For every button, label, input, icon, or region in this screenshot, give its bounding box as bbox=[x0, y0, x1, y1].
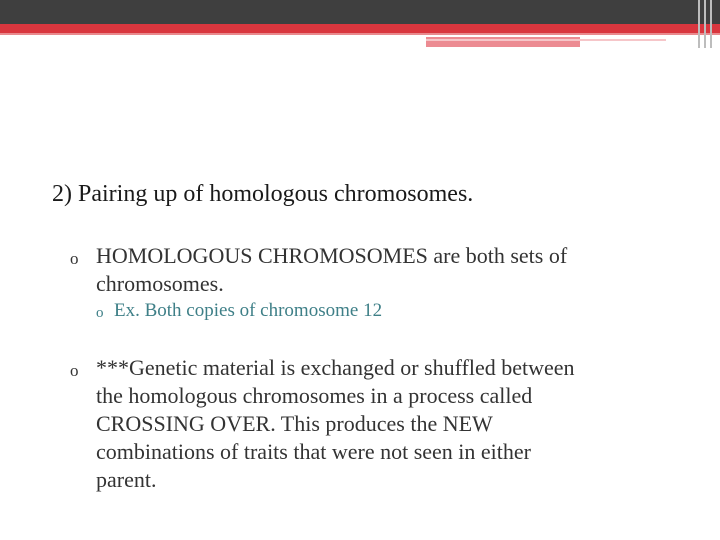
bullet-text-line: ***Genetic material is exchanged or shuffled between bbox=[96, 355, 575, 380]
header-red-bar bbox=[0, 24, 720, 33]
bullet-text bbox=[96, 242, 567, 298]
sub-bullet-text: Ex. Both copies of chromosome 12 bbox=[114, 300, 383, 321]
header-thin-line bbox=[0, 33, 720, 35]
slide-heading: 2) Pairing up of homologous chromosomes. bbox=[52, 181, 474, 207]
header-accent-line bbox=[426, 39, 666, 41]
bullet-text-line: parent. bbox=[96, 467, 157, 492]
bullet-item bbox=[70, 242, 690, 302]
bullet-marker: o bbox=[70, 249, 79, 268]
header-dark-bar bbox=[0, 0, 720, 24]
bullet-text-line: HOMOLOGOUS CHROMOSOMES are both sets of bbox=[96, 243, 568, 268]
bullet-text-line: the homologous chromosomes in a process called bbox=[96, 383, 533, 408]
bullet-marker: o bbox=[70, 361, 79, 380]
bullet-text bbox=[96, 354, 575, 494]
sub-bullet-item bbox=[96, 299, 516, 325]
header-stripe bbox=[704, 0, 706, 48]
bullet-text-line: combinations of traits that were not seen in either bbox=[96, 439, 531, 464]
header-stripe bbox=[698, 0, 700, 48]
bullet-text-line: CROSSING OVER. This produces the NEW bbox=[96, 411, 493, 436]
header-stripe bbox=[710, 0, 712, 48]
sub-bullet-marker: o bbox=[96, 305, 104, 321]
bullet-item bbox=[70, 354, 700, 499]
bullet-text-line: chromosomes. bbox=[96, 271, 224, 296]
